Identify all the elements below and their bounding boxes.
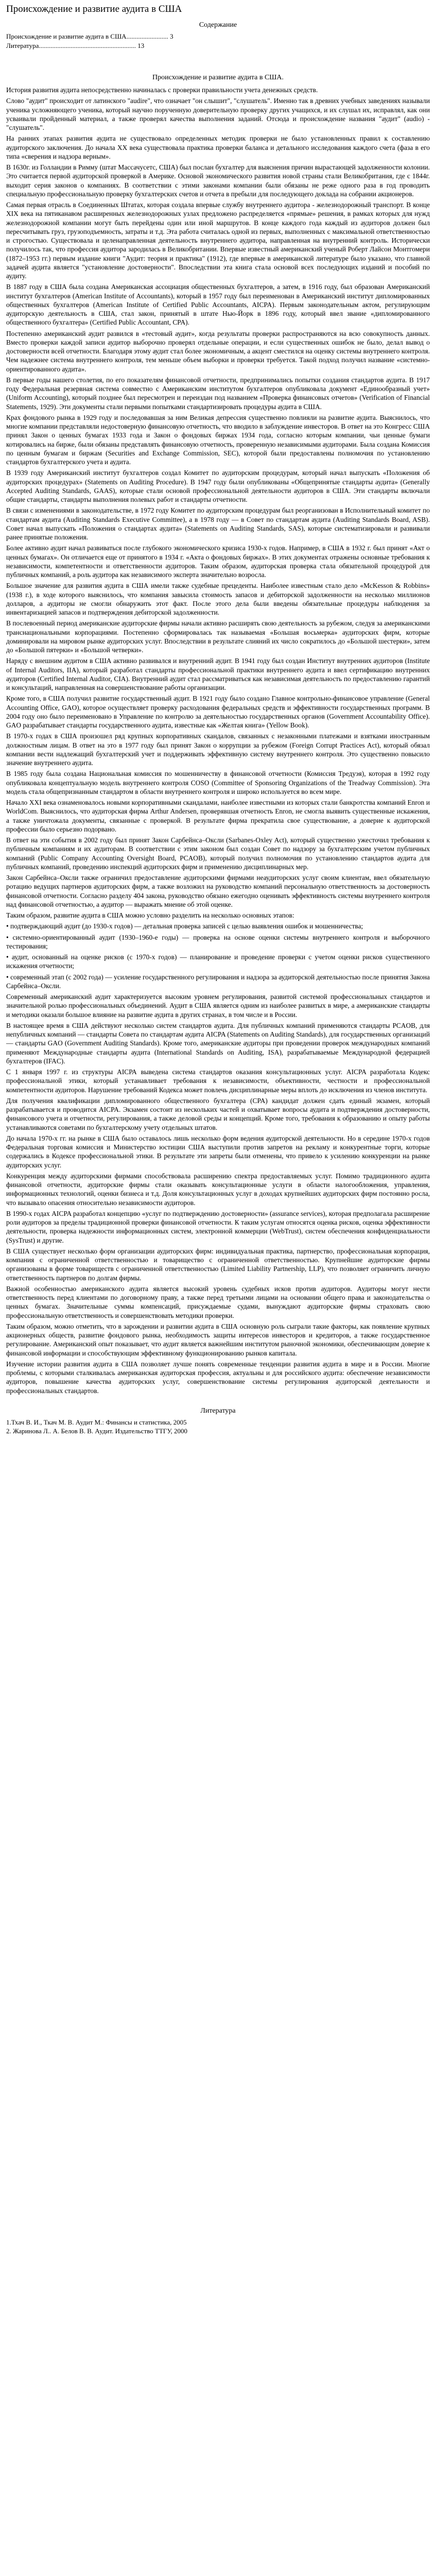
paragraph: В 1939 году Американский институт бухгалтеров создал Комитет по аудиторским процедурам, который начал выпускать «Положения об аудиторских процедурах» (Statements on Auditing Procedure). В 1947 году были опубликованы «Общепринятые стандарты аудита» (Generally Accepted Auditing Standards, GAAS), которые стали основой профессиональной деятельности аудиторов в США. Эти стандарты включали общие стандарты, стандарты выполнения полевых работ и стандарты отчетности.	[6, 469, 430, 503]
paragraph: В 1985 году была создана Национальная комиссия по мошенничеству в финансовой отчетности (Комиссия Тредуэя), которая в 1992 году опубликовала концептуальную модель внутреннего контроля COSO (Committee of Sponsoring Organizations of the Treadway Commission). Эта модель стала общепризнанным стандартом в области внутреннего контроля и широко используется во всем мире.	[6, 770, 430, 795]
paragraph: С 1 января 1997 г. из структуры АIСРА выведена система стандартов оказания консультационных услуг. AICPA разработала Кодекс профессиональной этики, который устанавливает требования к независимости, объективности, честности и профессиональной компетентности аудиторов. Нарушение требований Кодекса может повлечь дисциплинарные меры вплоть до исключения из членов института.	[6, 1068, 430, 1094]
paragraph: Таким образом, можно отметить, что в зарождении и развитии аудита в США основную роль сыграли такие факторы, как появление крупных акционерных обществ, развитие фондового рынка, необходимость защиты интересов инвесторов и кредиторов, а также государственное регулирование. Американский опыт показывает, что аудит является важнейшим институтом рыночной экономики, обеспечивающим доверие к финансовой информации и способствующим эффективному функционированию рынков капитала.	[6, 1322, 430, 1357]
paragraph: В послевоенный период американские аудиторские фирмы начали активно расширять свою деятельность за рубежом, следуя за американскими транснациональными корпорациями. Постепенно сформировалась так называемая «Большая восьмерка» аудиторских фирм, которые доминировали на мировом рынке аудиторских услуг. Впоследствии в результате слияний их число сократилось до «Большой шестерки», затем до «Большой пятерки» и «Большой четверки».	[6, 619, 430, 654]
paragraph: На ранних этапах развития аудита не существовало определенных методик проверки не было установленных правил к составлению аудиторского заключения. До начала XX века существовала практика проверки баланса и детального исследования каждого счета (фаза в его типа «сверения и надзора верным».	[6, 134, 430, 160]
paragraph: Важной особенностью американского аудита является высокий уровень судебных исков против аудиторов. Аудиторы могут нести ответственность перед клиентами по договорному праву, а также перед третьими лицами на основании общего права и законодательства о ценных бумагах. Значительные суммы компенсаций, присуждаемые судами, вынуждают аудиторские фирмы страховать свою профессиональную ответственность и совершенствовать методики проверки.	[6, 1284, 430, 1319]
paragraph: Конкуренция между аудиторскими фирмами способствовала расширению спектра предоставляемых услуг. Помимо традиционного аудита финансовой отчетности, аудиторские фирмы стали оказывать консультационные услуги в области налогообложения, управления, информационных технологий, оценки бизнеса и т.д. Доля консультационных услуг в доходах крупнейших аудиторских фирм постоянно росла, что вызывало опасения относительно независимости аудиторов.	[6, 1172, 430, 1207]
paragraph: Большое значение для развития аудита в США имели также судебные прецеденты. Наиболее известным стало дело «McKesson & Robbins» (1938 г.), в ходе которого выяснилось, что компания завысила стоимость запасов и дебиторской задолженности на несколько миллионов долларов, а аудиторы не смогли обнаружить этот факт. После этого дела были введены обязательные процедуры наблюдения за инвентаризацией запасов и подтверждения дебиторской задолженности.	[6, 582, 430, 616]
paragraph: Наряду с внешним аудитом в США активно развивался и внутренний аудит. В 1941 году был создан Институт внутренних аудиторов (Institute of Internal Auditors, IIA), который разработал стандарты профессиональной практики внутреннего аудита и ввел сертификацию внутренних аудиторов (Certified Internal Auditor, CIA). Внутренний аудит стал рассматриваться как независимая деятельность по предоставлению гарантий и консультаций, направленная на совершенствование работы организации.	[6, 657, 430, 691]
list-item: • современный этап (с 2002 года) — усиление государственного регулирования и надзора за аудиторской деятельностью после принятия Закона Сарбейнса–Оксли.	[6, 973, 430, 990]
paragraph: В 1887 году в США была создана Американская ассоциация общественных бухгалтеров, а затем, в 1916 году, был образован Американский институт бухгалтеров (American Institute of Accountants), который в 1957 году был переименован в Американский институт дипломированных общественных бухгалтеров (American Institute of Certified Public Accountants, AICPA). Первым законодательным актом, регулирующим аудиторскую деятельность в США, стал закон, принятый в штате Нью-Йорк в 1896 году, который ввел звание «дипломированного общественного бухгалтера» (Certified Public Accountant, CPA).	[6, 283, 430, 327]
paragraph: До начала 1970-х гг. на рынке в США было оставалось лишь несколько форм ведения аудиторской деятельности. Но в середине 1970-х годов Федеральная торговая комиссия и Министерство юстиции США выступили против запретов на рекламу и конкурентные торги, которые содержались в Кодексе профессиональной этики. В результате эти запреты были отменены, что привело к усилению конкуренции на рынке аудиторских услуг.	[6, 1134, 430, 1169]
paragraph: В 1630г. из Голландии в Римму (штат Массачусетс, США) был послан бухгалтер для выяснения причин вырастающей задолженности колонии. Это считается первой аудиторской проверкой в Америке. Основой экономического развития новой страны стали Великобритания, где с 1844г. выходит серия законов о компаниях. В соответствии с этими законами компании были обязаны не реже одного раза в год проводить специальную профессиональную проверку бухгалтерских счетов и отчета в пребыли для последующего доклада на собрании акционеров.	[6, 163, 430, 198]
references-section	[6, 1406, 430, 1435]
paragraph: Самая первая отрасль в Соединенных Штатах, которая создала впервые службу внутреннего аудитора - железнодорожный транспорт. В конце XIX века на пятиканавом расширенных железнодорожных узлах предложено распределяется «прямые» решения, в рамках которых для нужд железнодорожной компании могут быть перейдены один или иной маршрутов. В конце каждого года каждый из аудиторов должен был пересчитывать груз, грузоподъемность, затраты и т.д. Эта работа считалась одной из первых, выполненных с максимальной ответственностью и строгостью. Существовала и целенаправленная деятельность внутреннего аудитора, направленная на внутренний контроль. Исторически получилось так, что профессия аудитора зародилась в Великобритании. Впервые известный американский ученый Роберт Лайсон Монтгомери (1872–1953 гг.) первым издание книги "Аудит: теория и практика" (1912), где впервые в американской литературе было указано, что главной задачей аудита является "установление достоверности". Впоследствии эта книга стала основой всех последующих изданий и пособий по аудиту.	[6, 201, 430, 280]
table-of-contents	[6, 21, 430, 50]
toc-entry-history[interactable]: Происхождение и развитие аудита в США......................... 3	[6, 32, 173, 40]
section-title: Происхождение и развитие аудита в США.	[152, 74, 284, 81]
reference-item: 1.Тхач В. И., Ткач М. В. Аудит М.: Финансы и статистика, 2005	[6, 1418, 187, 1426]
list-item: • аудит, основанный на оценке рисков (с 1970-х годов) — планирование и проведение проверки с учетом оценки рисков существенного искажения отчетности;	[6, 953, 430, 970]
paragraph: В США существует несколько форм организации аудиторских фирм: индивидуальная практика, партнерство, профессиональная корпорация, компания с ограниченной ответственностью и товарищество с ограниченной ответственностью. Крупнейшие аудиторские фирмы организованы в форме товариществ с ограниченной ответственностью (Limited Liability Partnership, LLP), что позволяет ограничить личную ответственность партнеров по долгам фирмы.	[6, 1247, 430, 1282]
references-heading: Литература	[200, 1406, 236, 1415]
paragraph: Постепенно американский аудит развился в «тестовый аудит», когда результаты проверки распространяются на всю совокупность данных. Вместо проверки каждой записи аудитор выборочно проверял отдельные операции, и если существенных ошибок не было, делал вывод о достоверности всей отчетности. Благодаря этому аудит стал более экономичным, а акцент сместился на оценку системы внутреннего контроля. Чем надежнее система внутреннего контроля, тем меньше объем выборки и проверки требуется. Такой подход получил название «системно-ориентированного аудита».	[6, 329, 430, 373]
paragraph: Кроме того, в США получил развитие государственный аудит. В 1921 году было создано Главное контрольно-финансовое управление (General Accounting Office, GAO), которое осуществляет проверку расходования федеральных средств и эффективности государственных программ. В 2004 году оно было переименовано в Управление по контролю за деятельностью государственных органов (Government Accountability Office). GAO разрабатывает стандарты государственного аудита, известные как «Желтая книга» (Yellow Book).	[6, 694, 430, 729]
paragraph: Закон Сарбейнса–Оксли также ограничил предоставление аудиторскими фирмами неаудиторских услуг своим клиентам, ввел обязательную ротацию ведущих партнеров аудиторских фирм, а также возложил на руководство компаний персональную ответственность за достоверность финансовой отчетности. Согласно разделу 404 закона, руководство обязано ежегодно оценивать эффективность системы внутреннего контроля над финансовой отчетностью, а аудитор — выражать мнение об этой оценке.	[6, 874, 430, 908]
paragraph: Изучение истории развития аудита в США позволяет лучше понять современные тенденции развития аудита в мире и в России. Многие проблемы, с которыми сталкивалась американская аудиторская профессия, актуальны и для российского аудита: обеспечение независимости аудиторов, повышение качества аудиторских услуг, совершенствование системы регулирования аудиторской деятельности и профессиональных стандартов.	[6, 1360, 430, 1395]
paragraph: В настоящее время в США действуют несколько систем стандартов аудита. Для публичных компаний применяются стандарты PCAOB, для непубличных компаний — стандарты Совета по стандартам аудита AICPA (Statements on Auditing Standards), для государственных организаций — стандарты GAO (Government Auditing Standards). Кроме того, американские аудиторы при проведении проверок международных компаний применяют Международные стандарты аудита (International Standards on Auditing, ISA), разрабатываемые Международной федерацией бухгалтеров (IFAC).	[6, 1021, 430, 1065]
reference-item: 2. Жаринова Л.. А. Белов В. В. Аудит. Издательство ТТГУ, 2000	[6, 1427, 188, 1435]
paragraph: В связи с изменениями в законодательстве, в 1972 году Комитет по аудиторским процедурам был реорганизован в Исполнительный комитет по стандартам аудита (Auditing Standards Executive Committee), а в 1978 году — в Совет по стандартам аудита (Auditing Standards Board, ASB). Совет начал выпускать «Положения о стандартах аудита» (Statements on Auditing Standards, SAS), которые систематизировали и развивали ранее принятые положения.	[6, 506, 430, 541]
paragraph: В 1970-х годах в США произошел ряд крупных корпоративных скандалов, связанных с незаконными платежами и взятками иностранным должностным лицам. В ответ на это в 1977 году был принят Закон о коррупции за рубежом (Foreign Corrupt Practices Act), который обязал компании вести надлежащий бухгалтерский учет и поддерживать эффективную систему внутреннего контроля. Это существенно повысило значение внутреннего аудита.	[6, 732, 430, 767]
paragraph: Таким образом, развитие аудита в США можно условно разделить на несколько основных этапов:	[6, 911, 294, 919]
paragraph: Для получения квалификации дипломированного общественного бухгалтера (CPA) кандидат должен сдать единый экзамен, который разрабатывается и проводится AICPA. Экзамен состоит из нескольких частей и охватывает вопросы аудита и подтверждения достоверности, финансового учета и отчетности, регулирования, а также деловой среды и концепций. Кроме того, требования к образованию и опыту работы устанавливаются советами по бухгалтерскому учету отдельных штатов.	[6, 1096, 430, 1131]
paragraph: В ответ на эти события в 2002 году был принят Закон Сарбейнса–Оксли (Sarbanes-Oxley Act), который существенно ужесточил требования к публичным компаниям и их аудиторам. В соответствии с этим законом был создан Совет по надзору за бухгалтерским учетом публичных компаний (Public Company Accounting Oversight Board, PCAOB), который получил полномочия по установлению стандартов аудита для публичных компаний, проведению инспекций аудиторских фирм и применению дисциплинарных мер.	[6, 836, 430, 871]
paragraph: Крах фондового рынка в 1929 году и последовавшая за ним Великая депрессия существенно повлияли на развитие аудита. Выяснилось, что многие компании представляли недостоверную финансовую отчетность, что вводило в заблуждение инвесторов. В ответ на это Конгресс США принял Закон о ценных бумагах 1933 года и Закон о фондовых биржах 1934 года, согласно которым компании, чьи ценные бумаги котировались на бирже, были обязаны представлять финансовую отчетность, проверенную независимыми аудиторами. Была создана Комиссия по ценным бумагам и биржам (Securities and Exchange Commission, SEC), которой были предоставлены полномочия по установлению стандартов бухгалтерского учета и аудита.	[6, 413, 430, 466]
paragraph: Современный американский аудит характеризуется высоким уровнем регулирования, развитой системой профессиональных стандартов и значительной ролью профессиональных объединений. Аудит в США является одним из наиболее развитых в мире, а американские стандарты и методики оказали большое влияние на развитие аудита в других странах, в том числе и в России.	[6, 993, 430, 1019]
paragraph: Слово "аудит" происходит от латинского "audire", что означает "он слышит", "слушатель". Именно так в древних учебных заведениях называли ученика усложняющего ученика, который научно порученную доверительную проверку других учащихся, и их слушал их, исправлял, как они усваивали пройденный материал, а также проверял качества выполнения заданий. Отсюда и происхождение названия "аудит" (audio) - "слушатель".	[6, 97, 430, 131]
paragraph: Начало XXI века ознаменовалось новыми корпоративными скандалами, наиболее известными из которых стали банкротства компаний Enron и WorldCom. Выяснилось, что аудиторская фирма Arthur Andersen, проверявшая отчетность Enron, не смогла выявить существенные искажения, а также уничтожала документы, связанные с проверкой. В результате фирма прекратила свое существование, а доверие к аудиторской профессии было серьезно подорвано.	[6, 799, 430, 833]
stages-list	[6, 922, 430, 990]
paragraph: История развития аудита непосредственно начиналась с проверки правильности учета денежных средств.	[6, 86, 318, 94]
list-item: • подтверждающий аудит (до 1930-х годов) — детальная проверка записей с целью выявления ошибок и мошенничества;	[6, 922, 363, 930]
paragraph: В 1990-х годах AICPA разработал концепцию «услуг по подтверждению достоверности» (assurance services), которая предполагала расширение роли аудиторов за пределы традиционной проверки финансовой отчетности. К таким услугам относятся оценка рисков, оценка эффективности деятельности, проверка надежности информационных систем, электронной коммерции (WebTrust), систем обеспечения конфиденциальности (SysTrust) и другие.	[6, 1209, 430, 1244]
toc-entry-literature[interactable]: Литература.......................................................... 13	[6, 42, 145, 49]
article-body	[6, 86, 430, 1395]
document-title: Происхождение и развитие аудита в США	[6, 4, 182, 14]
paragraph: Более активно аудит начал развиваться после глубокого экономического кризиса 1930-х годов. Например, в США в 1932 г. был принят «Акт о ценных бумагах». Он отличается еще от принятого в 1934 г. «Акта о фондовых биржах». В этих документах отражены основные требования к независимости, компетентности и ответственности аудиторов. Таким образом, аудиторская проверка стала обязательной процедурой для публичных компаний, а роль аудитора как независимого эксперта значительно возросла.	[6, 544, 430, 579]
toc-heading: Содержание	[199, 21, 237, 29]
paragraph: В первые годы нашего столетия, по его показателям финансовой отчетности, предпринимались попытки создания стандартов аудита. В 1917 году Федеральная резервная система совместно с Американским институтом бухгалтеров опубликовала документ «Единообразный учет» (Uniform Accounting), который позднее был пересмотрен и переиздан под названием «Проверка финансовых отчетов» (Verification of Financial Statements, 1929). Эти документы стали первыми попытками стандартизировать процедуры аудита в США.	[6, 376, 430, 411]
list-item: • системно-ориентированный аудит (1930–1960-е годы) — проверка на основе оценки системы внутреннего контроля и выборочного тестирования;	[6, 933, 430, 950]
